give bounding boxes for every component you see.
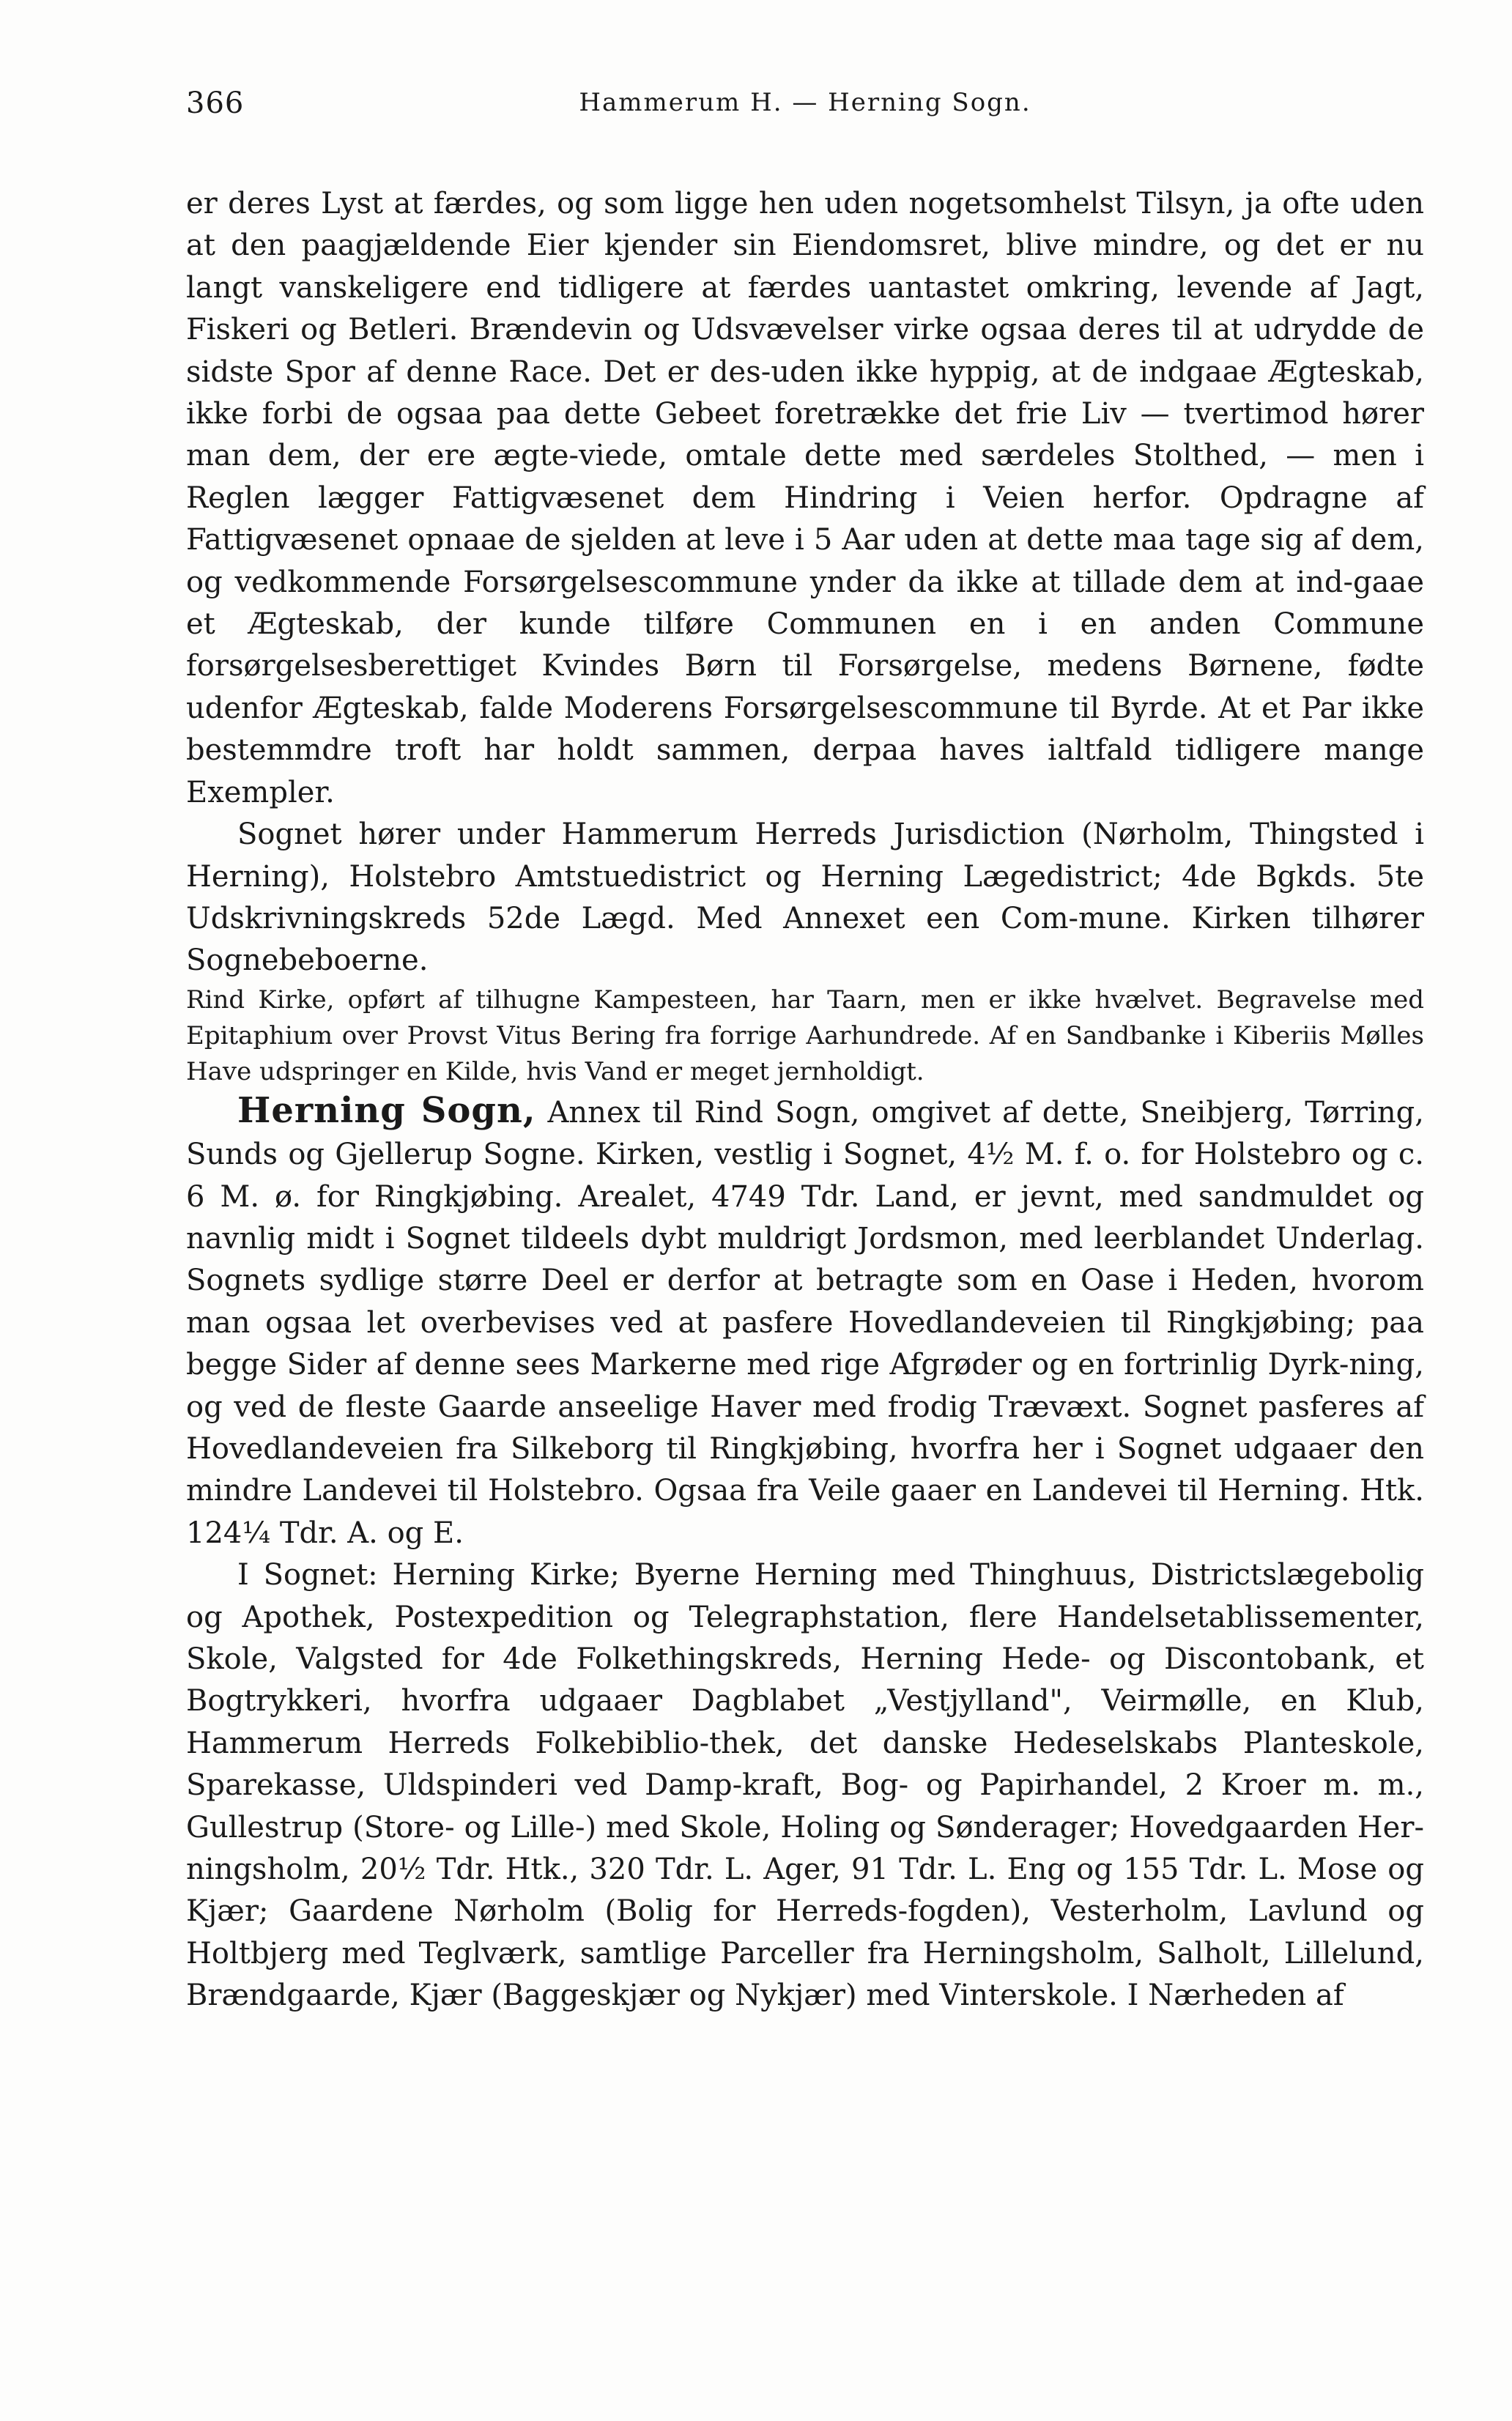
body-text xyxy=(186,183,1424,2017)
paragraph-herning-sogn xyxy=(186,1090,1424,1554)
section-title: Herning Sogn, xyxy=(237,1089,536,1131)
paragraph-herning-sogn-text: Annex til Rind Sogn, omgivet af dette, Sneibjerg, Tørring, Sunds og Gjellerup Sogne. Kirken, vestlig i Sognet, 4½ M. f. o. for Holstebro og c. 6 M. ø. for Ringkjøbing. Arealet, 4749 Tdr. Land, er jevnt, med sandmuldet og navnlig midt i Sognet tildeels dybt muldrigt Jordsmon, med leerblandet Underlag. Sognets sydlige større Deel er derfor at betragte som en Oase i Heden, hvorom man ogsaa let overbevises ved at pasfere Hovedlandeveien til Ringkjøbing; paa begge Sider af denne sees Markerne med rige Afgrøder og en fortrinlig Dyrk-ning, og ved de fleste Gaarde anseelige Haver med frodig Trævæxt. Sognet pasferes af Hovedlandeveien fra Silkeborg til Ringkjøbing, hvorfra her i Sognet udgaaer den mindre Landevei til Holstebro. Ogsaa fra Veile gaaer en Landevei til Herning. Htk. 124¼ Tdr. A. og E. xyxy=(186,1095,1424,1550)
paragraph-jurisdiction: Sognet hører under Hammerum Herreds Jurisdiction (Nørholm, Thingsted i Herning), Holstebro Amtstuedistrict og Herning Lægedistrict; 4de Bgkds. 5te Udskrivningskreds 52de Lægd. Med Annexet een Com-mune. Kirken tilhører Sognebeboerne. xyxy=(186,817,1424,978)
page-header xyxy=(186,86,1424,139)
paragraph-continued: er deres Lyst at færdes, og som ligge hen uden nogetsomhelst Tilsyn, ja ofte uden at den paagjældende Eier kjender sin Eiendomsret, blive mindre, og det er nu langt vanskeligere end tidligere at færdes uantastet omkring, levende af Jagt, Fiskeri og Betleri. Brændevin og Udsvævelser virke ogsaa deres til at udrydde de sidste Spor af denne Race. Det er des-uden ikke hyppig, at de indgaae Ægteskab, ikke forbi de ogsaa paa dette Gebeet foretrække det frie Liv — tvertimod hører man dem, der ere ægte-viede, omtale dette med særdeles Stolthed, — men i Reglen lægger Fattigvæsenet dem Hindring i Veien herfor. Opdragne af Fattigvæsenet opnaae de sjelden at leve i 5 Aar uden at dette maa tage sig af dem, og vedkommende Forsørgelsescommune ynder da ikke at tillade dem at ind-gaae et Ægteskab, der kunde tilføre Communen en i en anden Commune forsørgelsesberettiget Kvindes Børn til Forsørgelse, medens Børnene, fødte udenfor Ægteskab, falde Moderens Forsørgelsescommune til Byrde. At et Par ikke bestemmdre troft har holdt sammen, derpaa haves ialtfald tidligere mange Exempler. xyxy=(186,187,1424,809)
note-rind-kirke: Rind Kirke, opført af tilhugne Kampesteen, har Taarn, men er ikke hvælvet. Begravelse med Epitaphium over Provst Vitus Bering fra forrige Aarhundrede. Af en Sandbanke i Kiberiis Mølles Have udspringer en Kilde, hvis Vand er meget jernholdigt. xyxy=(186,985,1424,1086)
paragraph-i-sognet: I Sognet: Herning Kirke; Byerne Herning med Thinghuus, Districtslægebolig og Apothek, Postexpedition og Telegraphstation, flere Handelsetablissementer, Skole, Valgsted for 4de Folkethingskreds, Herning Hede- og Discontobank, et Bogtrykkeri, hvorfra udgaaer Dagblabet „Vestjylland", Veirmølle, en Klub, Hammerum Herreds Folkebiblio-thek, det danske Hedeselskabs Planteskole, Sparekasse, Uldspinderi ved Damp-kraft, Bog- og Papirhandel, 2 Kroer m. m., Gullestrup (Store- og Lille-) med Skole, Holing og Sønderager; Hovedgaarden Her-ningsholm, 20½ Tdr. Htk., 320 Tdr. L. Ager, 91 Tdr. L. Eng og 155 Tdr. L. Mose og Kjær; Gaardene Nørholm (Bolig for Herreds-fogden), Vesterholm, Lavlund og Holtbjerg med Teglværk, samtlige Parceller fra Herningsholm, Salholt, Lillelund, Brændgaarde, Kjær (Baggeskjær og Nykjær) med Vinterskole. I Nærheden af xyxy=(186,1558,1424,2013)
running-head: Hammerum H. — Herning Sogn. xyxy=(579,88,1031,117)
page-number: 366 xyxy=(186,86,245,120)
